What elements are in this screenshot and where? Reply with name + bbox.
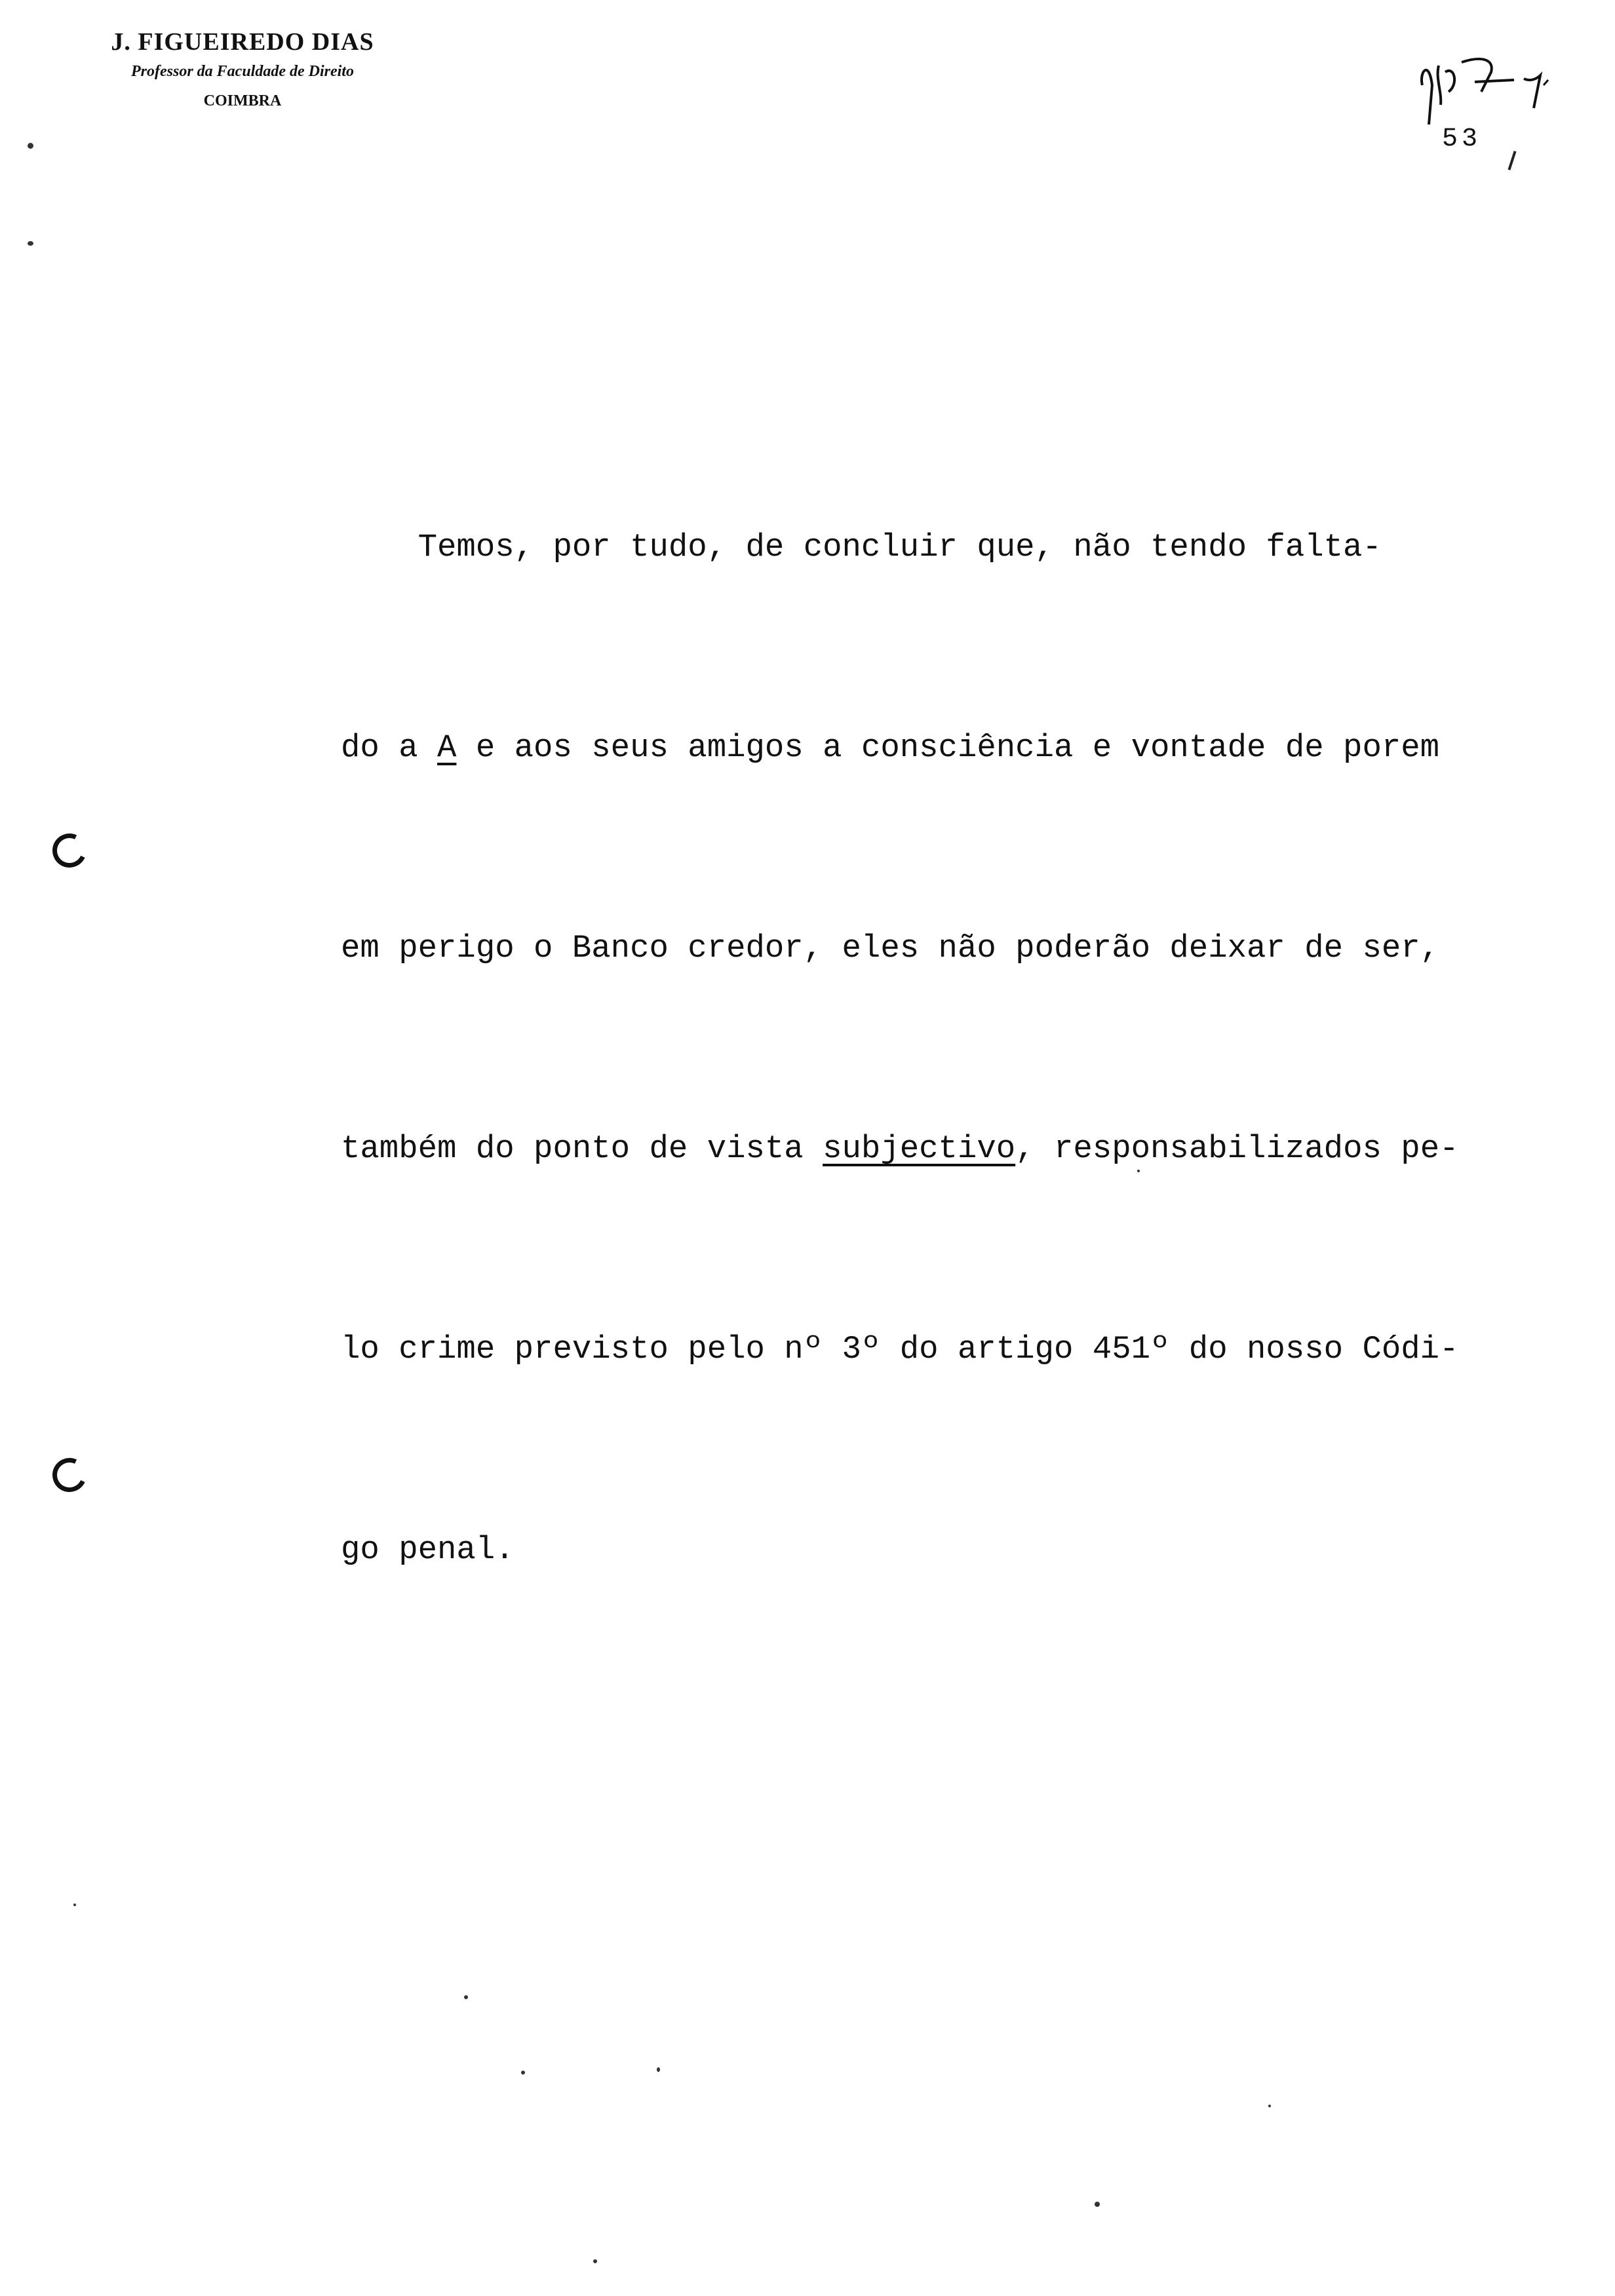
text-line: também do ponto de vista subjectivo, responsabilizados pe- xyxy=(341,1130,1459,1167)
scan-speck xyxy=(521,2071,525,2075)
text-line: go penal. xyxy=(341,1531,515,1568)
punch-hole-mark xyxy=(48,1453,92,1497)
body-paragraph xyxy=(341,380,1488,1650)
underlined-word: subjectivo xyxy=(823,1130,1016,1167)
punch-hole-mark xyxy=(48,829,92,873)
scan-speck xyxy=(464,1995,468,1999)
text-line: lo crime previsto pelo nº 3º do artigo 451º do nosso Códi- xyxy=(341,1331,1459,1368)
text-line: Temos, por tudo, de concluir que, não tendo falta- xyxy=(341,529,1382,565)
scan-speck xyxy=(73,1904,76,1906)
letterhead xyxy=(79,26,406,117)
letterhead-name: J. FIGUEIREDO DIAS xyxy=(111,28,374,56)
scan-speck xyxy=(1095,2202,1100,2207)
scan-speck xyxy=(1137,1170,1140,1172)
scan-speck xyxy=(1268,2105,1271,2107)
scan-speck xyxy=(28,241,33,246)
handwritten-signature xyxy=(1409,46,1560,131)
page-number-mark xyxy=(1508,151,1516,170)
page-number: 53 xyxy=(1442,124,1482,154)
scan-speck xyxy=(28,143,33,149)
underlined-word: A xyxy=(437,729,457,766)
letterhead-title: Professor da Faculdade de Direito xyxy=(131,63,354,80)
text-line: do a A e aos seus amigos a consciência e vontade de porem xyxy=(341,729,1440,766)
letterhead-city: COIMBRA xyxy=(203,92,282,109)
text-line: em perigo o Banco credor, eles não poderão deixar de ser, xyxy=(341,930,1440,966)
scan-speck xyxy=(593,2259,597,2263)
scan-speck xyxy=(657,2067,660,2072)
